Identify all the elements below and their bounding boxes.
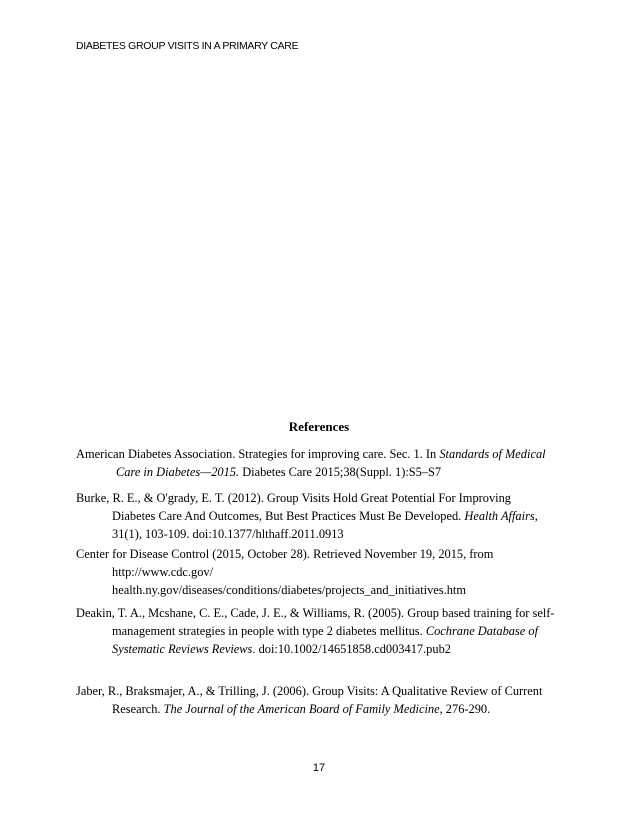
running-head: DIABETES GROUP VISITS IN A PRIMARY CARE [76,40,299,52]
reference-text: American Diabetes Association. Strategies for improving care. Sec. 1. In [76,447,440,461]
reference-url: health.ny.gov/diseases/conditions/diabetes/projects_and_initiatives.htm [112,583,466,597]
reference-line [76,445,576,463]
reference-line [76,463,576,481]
reference-line [76,700,576,718]
reference-item [76,545,576,599]
reference-line [76,622,576,640]
reference-line: 31(1), 103-109. doi:10.1377/hlthaff.2011.0913 [112,527,344,541]
reference-source: Standards of Medical [439,447,546,461]
reference-line [76,507,576,525]
reference-source: Systematic Reviews Reviews [112,642,253,656]
reference-source: The Journal of the American Board of Family Medicine, [163,702,443,716]
reference-item [76,682,576,718]
reference-url: http://www.cdc.gov/ [112,565,214,579]
reference-line: Center for Disease Control (2015, October 28). Retrieved November 19, 2015, from [76,547,494,561]
page-number: 17 [312,762,326,774]
reference-line [76,640,576,658]
reference-item [76,445,576,481]
reference-item [76,604,576,658]
reference-source: Health Affairs [464,509,535,523]
reference-text: Research. [112,702,164,716]
reference-line: Burke, R. E., & O'grady, E. T. (2012). Group Visits Hold Great Potential For Improving [76,491,511,505]
reference-text: Diabetes Care And Outcomes, But Best Practices Must Be Developed. [112,509,465,523]
reference-text: 276-290. [442,702,491,716]
reference-item [76,489,576,543]
reference-text: management strategies in people with type 2 diabetes mellitus. [112,624,426,638]
reference-text: . doi:10.1002/14651858.cd003417.pub2 [252,642,451,656]
reference-text: , [534,509,538,523]
reference-line: Jaber, R., Braksmajer, A., & Trilling, J. (2006). Group Visits: A Qualitative Review of Current [76,684,543,698]
reference-source: Care in Diabetes—2015. [116,465,240,479]
reference-line: Deakin, T. A., Mcshane, C. E., Cade, J. E., & Williams, R. (2005). Group based training for self- [76,606,555,620]
references-heading: References [288,419,350,434]
reference-text: Diabetes Care 2015;38(Suppl. 1):S5–S7 [239,465,442,479]
reference-source: Cochrane Database of [425,624,539,638]
